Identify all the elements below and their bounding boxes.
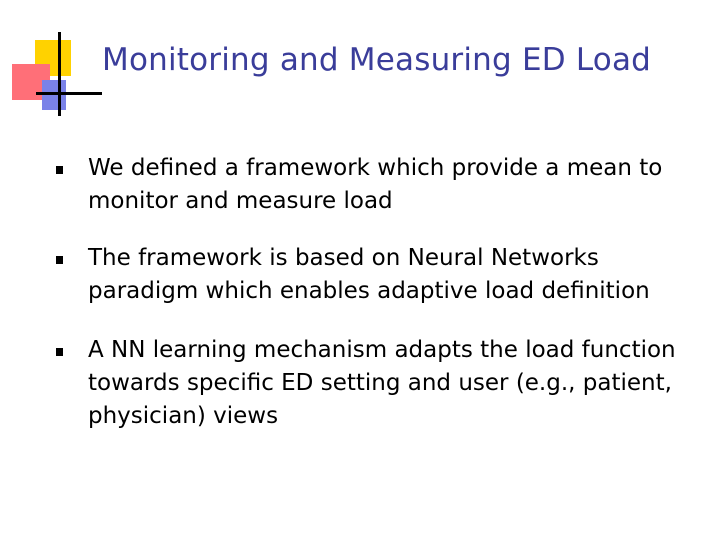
bullet-square-icon [56, 348, 63, 356]
logo-horizontal-line [36, 92, 102, 95]
slide-title: Monitoring and Measuring ED Load [102, 42, 652, 78]
bullet-text: A NN learning mechanism adapts the load function towards specific ED setting and user (e.g., patient, physician) views [88, 337, 676, 429]
bullet-item [56, 334, 696, 433]
logo-vertical-line [58, 32, 61, 116]
bullet-text: The framework is based on Neural Networks paradigm which enables adaptive load definition [88, 245, 650, 304]
bullet-text: We defined a framework which provide a mean to monitor and measure load [88, 155, 663, 214]
bullet-square-icon [56, 256, 63, 264]
bullet-list [56, 152, 696, 457]
bullet-square-icon [56, 166, 63, 174]
corner-logo-icon [0, 0, 110, 120]
logo-blue-square [42, 80, 66, 110]
bullet-item [56, 242, 696, 308]
bullet-item [56, 152, 696, 218]
